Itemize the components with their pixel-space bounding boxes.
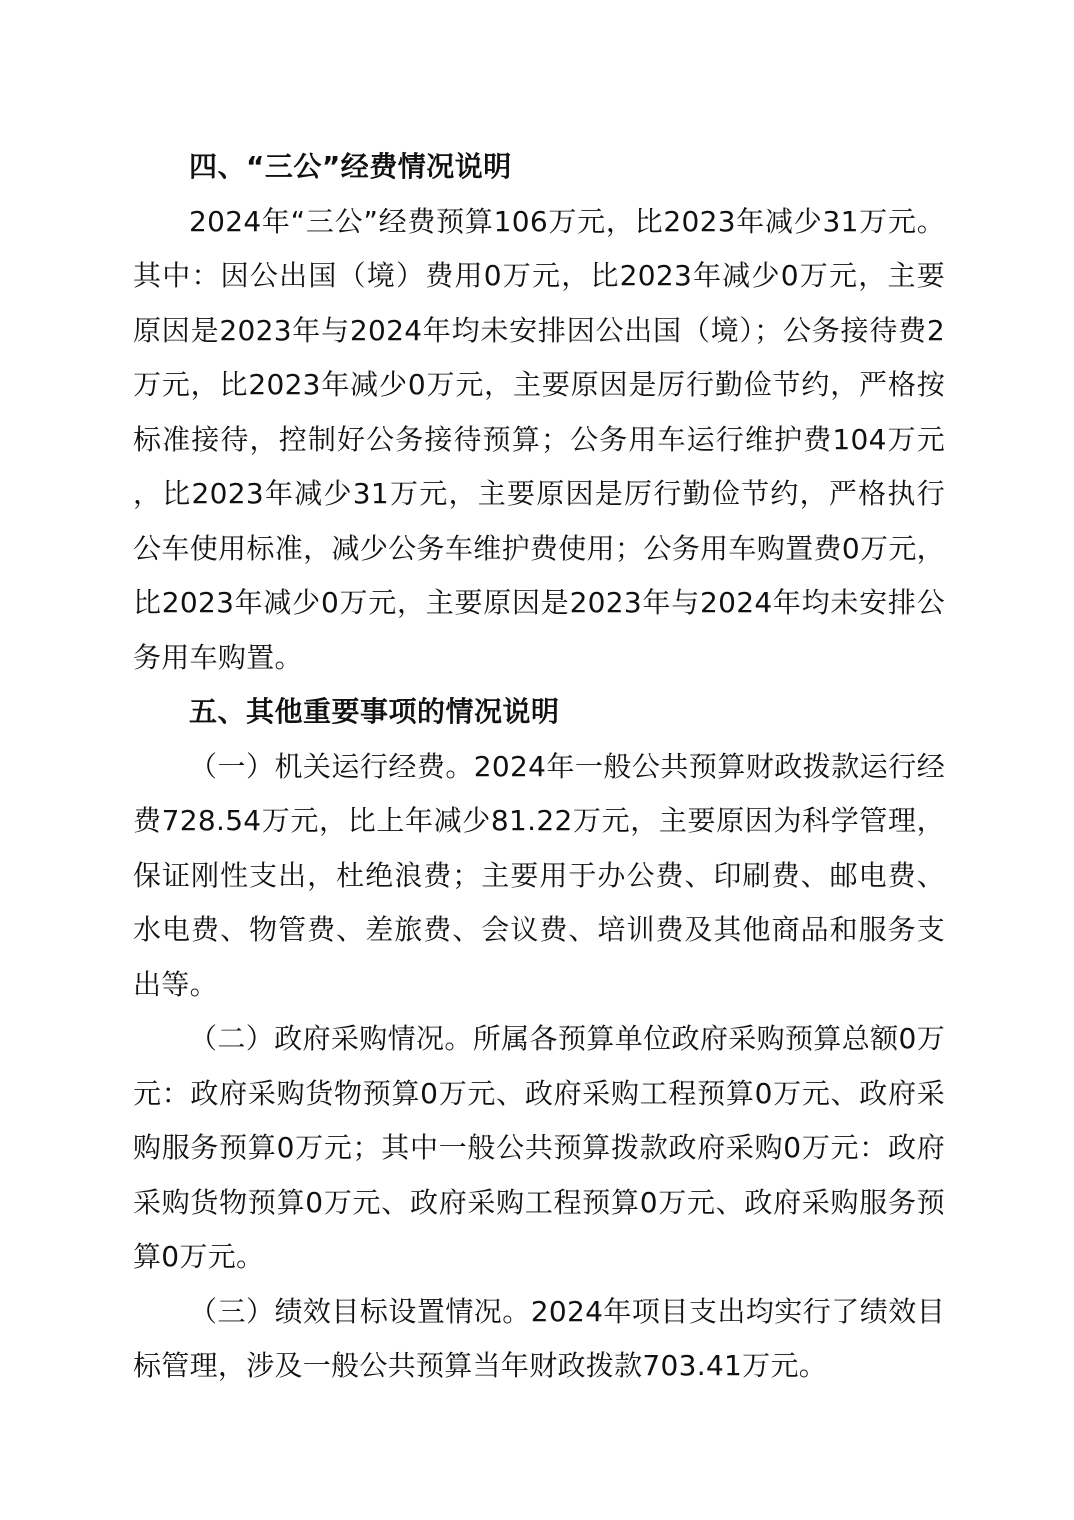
document-body — [133, 140, 945, 1394]
section-4-paragraph: 2024年“三公”经费预算106万元，比2023年减少31万元。其中：因公出国（境）费用0万元，比2023年减少0万元，主要原因是2023年与2024年均未安排因公出国（境）；公务接待费2万元，比2023年减少0万元，主要原因是厉行勤俭节约，严格按标准接待，控制好公务接待预算；公务用车运行维护费104万元，比2023年减少31万元，主要原因是厉行勤俭节约，严格执行公车使用标准，减少公务车维护费使用；公务用车购置费0万元，比2023年减少0万元，主要原因是2023年与2024年均未安排公务用车购置。 — [133, 204, 945, 674]
section-5-heading: 五、其他重要事项的情况说明 — [189, 695, 560, 728]
section-5-item-3: （三）绩效目标设置情况。2024年项目支出均实行了绩效目标管理，涉及一般公共预算当年财政拨款703.41万元。 — [133, 1294, 945, 1382]
section-5-item-2: （二）政府采购情况。所属各预算单位政府采购预算总额0万元：政府采购货物预算0万元、政府采购工程预算0万元、政府采购服务预算0万元；其中一般公共预算拨款政府采购0万元：政府采购货物预算0万元、政府采购工程预算0万元、政府采购服务预算0万元。 — [133, 1022, 945, 1273]
section-5-item-1: （一）机关运行经费。2024年一般公共预算财政拨款运行经费728.54万元，比上年减少81.22万元，主要原因为科学管理，保证刚性支出，杜绝浪费；主要用于办公费、印刷费、邮电费、水电费、物管费、差旅费、会议费、培训费及其他商品和服务支出等。 — [133, 749, 945, 1001]
section-4-heading: 四、“三公”经费情况说明 — [189, 150, 512, 183]
